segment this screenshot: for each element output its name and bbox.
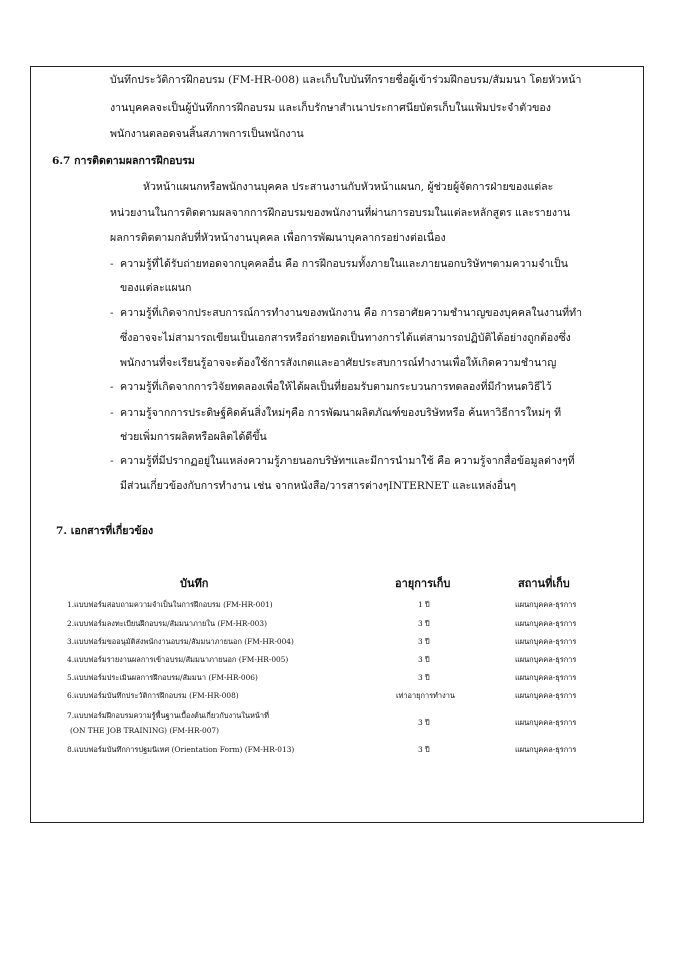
- bullet-line: ความรู้ที่ได้รับถ่ายทอดจากบุคคลอื่น คือ การฝึกอบรมทั้งภายในและภายนอกบริษัทฯตามความจำเป็น: [120, 258, 568, 270]
- table-cell-record: 2.แบบฟอร์มลงทะเบียนฝึกอบรม/สัมมนาภายใน (FM-HR-003): [67, 619, 267, 628]
- bullet-dash: -: [110, 258, 114, 270]
- paragraph-line: หน่วยงานในการติดตามผลจากการฝึกอบรมของพนักงานที่ผ่านการอบรมในแต่ละหลักสูตร และรายงาน: [110, 207, 571, 219]
- bullet-line: ซึ่งอาจจะไม่สามารถเขียนเป็นเอกสารหรือถ่ายทอดเป็นทางการได้แต่สามารถปฏิบัติได้อย่างถูกต้องซึ่ง: [120, 332, 571, 344]
- section-heading-6-7: 6.7 การติดตามผลการฝึกอบรม: [52, 155, 195, 167]
- bullet-line: พนักงานที่จะเรียนรู้อาจจะต้องใช้การสังเกตและอาศัยประสบการณ์ทำงานเพื่อให้เกิดความชำนาญ: [120, 357, 557, 369]
- table-cell-retention: 3 ปี: [418, 745, 430, 754]
- column-header-retention: อายุการเก็บ: [395, 577, 451, 590]
- table-cell-retention: 3 ปี: [418, 673, 430, 682]
- table-cell-record: 5.แบบฟอร์มประเมินผลการฝึกอบรม/สัมมนา (FM-HR-006): [67, 673, 258, 682]
- table-cell-location: แผนกบุคคล-ธุรการ: [515, 619, 577, 628]
- bullet-line: ความรู้ที่เกิดจากการวิจัยทดลองเพื่อให้ได้ผลเป็นที่ยอมรับตามกระบวนการทดลองที่มีกำหนดวิธีไว้: [120, 381, 552, 393]
- paragraph-line: ผลการติดตามกลับที่หัวหน้างานบุคคล เพื่อการพัฒนาบุคลากรอย่างต่อเนื่อง: [110, 232, 446, 244]
- table-cell-location: แผนกบุคคล-ธุรการ: [515, 655, 577, 664]
- intro-line: พนักงานตลอดจนสิ้นสภาพการเป็นพนักงาน: [110, 128, 304, 140]
- bullet-dash: -: [110, 407, 114, 419]
- table-cell-location: แผนกบุคคล-ธุรการ: [515, 691, 577, 700]
- table-cell-record: (ON THE JOB TRAINING) (FM-HR-007): [70, 726, 219, 735]
- table-cell-location: แผนกบุคคล-ธุรการ: [515, 745, 577, 754]
- bullet-line: ความรู้จากการประดิษฐ์คิดค้นสิ่งใหม่ๆคือ การพัฒนาผลิตภัณฑ์ของบริษัทหรือ ค้นหาวิธีการใหม่ๆ ที: [120, 407, 562, 419]
- table-cell-retention: เท่าอายุการทำงาน: [396, 691, 455, 700]
- section-heading-7: 7. เอกสารที่เกี่ยวข้อง: [56, 525, 154, 537]
- table-cell-retention: 3 ปี: [418, 655, 430, 664]
- bullet-dash: -: [110, 307, 114, 319]
- intro-line: งานบุคคลจะเป็นผู้บันทึกการฝึกอบรม และเก็บรักษาสำเนาประกาศนียบัตรเก็บในแฟ้มประจำตัวของ: [110, 102, 551, 114]
- bullet-dash: -: [110, 381, 114, 393]
- table-cell-retention: 3 ปี: [418, 619, 430, 628]
- table-cell-location: แผนกบุคคล-ธุรการ: [515, 600, 577, 609]
- intro-line: บันทึกประวัติการฝึกอบรม (FM-HR-008) และเก็บใบบันทึกรายชื่อผู้เข้าร่วมฝึกอบรม/สัมมนา โดยหัวหน้า: [110, 74, 582, 86]
- table-cell-record: 1.แบบฟอร์มสอบถามความจำเป็นในการฝึกอบรม (FM-HR-001): [67, 600, 273, 609]
- table-cell-record: 7.แบบฟอร์มฝึกอบรมความรู้พื้นฐานเบื้องต้นเกี่ยวกับงานในหน้าที่: [67, 711, 269, 720]
- table-cell-record: 8.แบบฟอร์มบันทึกการปฐมนิเทศ (Orientation Form) (FM-HR-013): [67, 745, 295, 754]
- bullet-line: มีส่วนเกี่ยวข้องกับการทำงาน เช่น จากหนังสือ/วารสารต่างๆINTERNET และแหล่งอื่นๆ: [120, 480, 517, 492]
- table-cell-retention: 3 ปี: [418, 637, 430, 646]
- column-header-record: บันทึก: [180, 577, 209, 590]
- bullet-line: ช่วยเพิ่มการผลิตหรือผลิตได้ดีขึ้น: [120, 431, 267, 443]
- table-cell-location: แผนกบุคคล-ธุรการ: [515, 637, 577, 646]
- table-cell-record: 3.แบบฟอร์มขออนุมัติส่งพนักงานอบรม/สัมมนาภายนอก (FM-HR-004): [67, 637, 294, 646]
- bullet-dash: -: [110, 455, 114, 467]
- table-cell-location: แผนกบุคคล-ธุรการ: [515, 718, 577, 727]
- column-header-location: สถานที่เก็บ: [518, 577, 570, 590]
- table-cell-retention: 3 ปี: [418, 718, 430, 727]
- bullet-line: ของแต่ละแผนก: [120, 282, 192, 294]
- table-cell-record: 6.แบบฟอร์มบันทึกประวัติการฝึกอบรม (FM-HR-008): [67, 691, 239, 700]
- table-cell-retention: 1 ปี: [418, 600, 430, 609]
- paragraph-line: หัวหน้าแผนกหรือพนักงานบุคคล ประสานงานกับหัวหน้าแผนก, ผู้ช่วยผู้จัดการฝ่ายของแต่ละ: [143, 181, 554, 193]
- bullet-line: ความรู้ที่เกิดจากประสบการณ์การทำงานของพนักงาน คือ การอาศัยความชำนาญของบุคคลในงานที่ทำ: [120, 307, 583, 319]
- bullet-line: ความรู้ที่มีปรากฏอยู่ในแหล่งความรู้ภายนอกบริษัทฯและมีการนำมาใช้ คือ ความรู้จากสื่อข้อมูลต่างๆที่: [120, 455, 575, 467]
- table-cell-record: 4.แบบฟอร์มรายงานผลการเข้าอบรม/สัมมนาภายนอก (FM-HR-005): [67, 655, 289, 664]
- table-cell-location: แผนกบุคคล-ธุรการ: [515, 673, 577, 682]
